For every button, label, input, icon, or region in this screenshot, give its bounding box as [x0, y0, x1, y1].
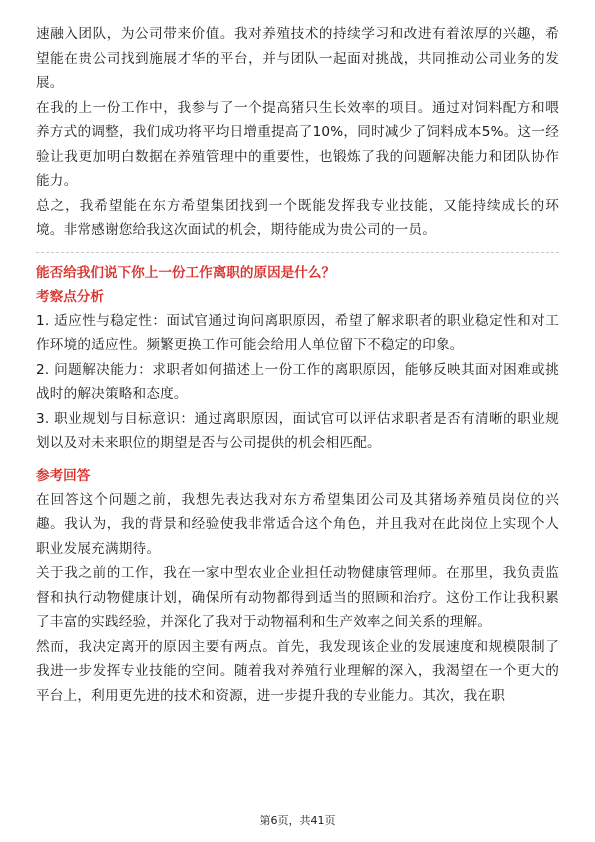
intro-paragraph: 在我的上一份工作中，我参与了一个提高猪只生长效率的项目。通过对饲料配方和喂养方式的调整，我们成功将平均日增重提高了10%，同时减少了饲料成本5%。这一经验让我更加明白数据在养殖管理中的重要性，也锻炼了我的问题解决能力和团队协作能力。: [36, 99, 559, 189]
intro-paragraph: 速融入团队，为公司带来价值。我对养殖技术的持续学习和改进有着浓厚的兴趣，希望能在贵公司找到施展才华的平台，并与团队一起面对挑战，共同推动公司业务的发展。: [36, 26, 559, 91]
answer-paragraph: 然而，我决定离开的原因主要有两点。首先，我发现该企业的发展速度和规模限制了我进一步发挥专业技能的空间。随着我对养殖行业理解的深入，我渴望在一个更大的平台上，利用更先进的技术和资源，进一步提升我的专业能力。其次，我在职: [36, 638, 559, 704]
answer-heading: 参考回答: [36, 467, 91, 484]
intro-paragraph: 总之，我希望能在东方希望集团找到一个既能发挥我专业技能，又能持续成长的环境。非常感谢您给我这次面试的机会，期待能成为贵公司的一员。: [36, 197, 559, 238]
question-title: 能否给我们说下你上一份工作离职的原因是什么？: [36, 264, 336, 281]
document-page: [36, 22, 559, 708]
analysis-point: 1. 适应性与稳定性：面试官通过询问离职原因，希望了解求职者的职业稳定性和对工作环境的适应性。频繁更换工作可能会给用人单位留下不稳定的印象。: [36, 312, 559, 353]
analysis-point: 3. 职业规划与目标意识：通过离职原因，面试官可以评估求职者是否有清晰的职业规划以及对未来职位的期望是否与公司提供的机会相匹配。: [36, 410, 559, 451]
section-divider: [36, 252, 559, 253]
analysis-heading: 考察点分析: [36, 288, 104, 305]
analysis-point: 2. 问题解决能力：求职者如何描述上一份工作的离职原因，能够反映其面对困难或挑战时的解决策略和态度。: [36, 361, 559, 402]
spacer: [36, 456, 559, 464]
page-number: 第6页，共41页: [259, 814, 336, 827]
answer-paragraph: 在回答这个问题之前，我想先表达我对东方希望集团公司及其猪场养殖员岗位的兴趣。我认为，我的背景和经验使我非常适合这个角色，并且我对在此岗位上实现个人职业发展充满期待。: [36, 491, 559, 557]
answer-paragraph: 关于我之前的工作，我在一家中型农业企业担任动物健康管理师。在那里，我负责监督和执行动物健康计划，确保所有动物都得到适当的照顾和治疗。这份工作让我积累了丰富的实践经验，并深化了我对于动物福利和生产效率之间关系的理解。: [36, 565, 559, 630]
